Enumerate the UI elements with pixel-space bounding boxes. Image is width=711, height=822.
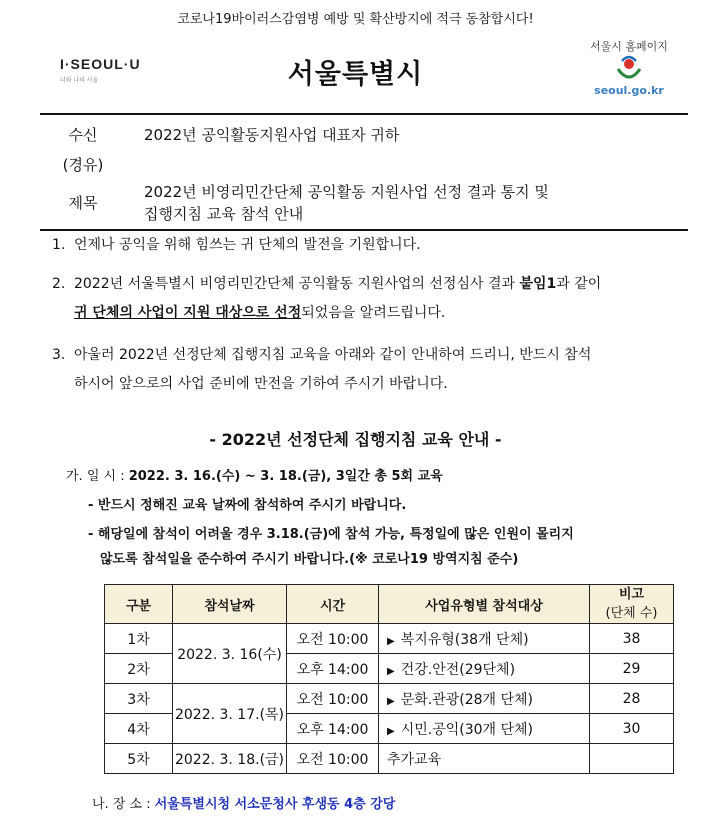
header-top-divider <box>40 113 688 115</box>
row-time: 오전 10:00 <box>287 684 379 714</box>
subject-row <box>48 181 688 227</box>
note-1: - 반드시 정해진 교육 날짜에 참석하여 주시기 바랍니다. <box>88 498 407 513</box>
header-remark <box>590 585 674 624</box>
homepage-url[interactable]: seoul.go.kr <box>594 84 664 97</box>
remark-header-title: 비고 <box>618 587 645 602</box>
row-count: 38 <box>590 624 674 654</box>
section-title: - 2022년 선정단체 집행지침 교육 안내 - <box>209 430 502 449</box>
row-time: 오전 10:00 <box>287 744 379 774</box>
page-title: 서울특별시 <box>287 59 424 90</box>
row-no: 3차 <box>105 684 173 714</box>
paragraph-3-text <box>74 341 688 399</box>
row-target <box>379 714 590 744</box>
bullet-icon: ▶ <box>387 665 395 677</box>
paragraph-1-number: 1. <box>52 237 66 253</box>
recipient-value: 2022년 공익활동지원사업 대표자 귀하 <box>144 126 400 144</box>
note-2-line-1: - 해당일에 참석이 어려울 경우 3.18.(금)에 참석 가능, 특정일에 많은 인원이 몰리지 <box>88 527 574 542</box>
recipient-row <box>48 124 688 146</box>
logo-subtext: 너와 나의 서울 <box>60 78 99 84</box>
table-row <box>105 744 674 774</box>
table-header-row <box>105 585 674 624</box>
note-2-line-2: 않도록 참석일을 준수하여 주시기 바랍니다.(※ 코로나19 방역지침 준수) <box>100 552 519 567</box>
row-count: 29 <box>590 654 674 684</box>
header-date: 참석날짜 <box>173 585 287 624</box>
place-value: 서울특별시청 서소문청사 후생동 4층 강당 <box>154 797 396 812</box>
schedule-table <box>104 584 674 774</box>
selection-highlight: 귀 단체의 사업이 지원 대상으로 선정 <box>74 305 302 321</box>
paragraph-2-part-e: 되었음을 알려드립니다. <box>301 305 446 321</box>
header-target: 사업유형별 참석대상 <box>379 585 590 624</box>
via-label: (경유) <box>62 156 104 174</box>
row-time: 오후 14:00 <box>287 654 379 684</box>
row-date: 2022. 3. 16(수) <box>173 624 287 684</box>
row-target-text: 시민.공익(30개 단체) <box>400 721 534 738</box>
subject-line-1: 2022년 비영리민간단체 공익활동 지원사업 선정 결과 통지 및 <box>144 183 549 201</box>
place-line <box>92 795 692 815</box>
paragraph-1-text: 언제나 공익을 위해 힘쓰는 귀 단체의 발전을 기원합니다. <box>74 237 421 253</box>
paragraph-2-part-c: 과 같이 <box>556 276 602 292</box>
row-target-text: 문화.관광(28개 단체) <box>400 691 534 708</box>
row-no: 2차 <box>105 654 173 684</box>
paragraph-2-part-a: 2022년 서울특별시 비영리민간단체 공익활동 지원사업의 선정심사 결과 <box>74 276 520 292</box>
row-date: 2022. 3. 17.(목) <box>173 684 287 744</box>
paragraph-3 <box>52 341 688 399</box>
remark-header-sub: (단체 수) <box>605 606 658 621</box>
bullet-icon: ▶ <box>387 695 395 707</box>
row-no: 1차 <box>105 624 173 654</box>
row-target: 추가교육 <box>379 744 590 774</box>
row-target <box>379 684 590 714</box>
row-no: 5차 <box>105 744 173 774</box>
bullet-icon: ▶ <box>387 635 395 647</box>
slogan: 코로나19바이러스감염병 예방 및 확산방지에 적극 동참합시다! <box>177 12 534 27</box>
row-target-text: 복지유형(38개 단체) <box>400 631 529 648</box>
seoul-symbol-icon <box>612 55 646 83</box>
paragraph-1 <box>52 231 688 260</box>
row-target-text: 건강.안전(29단체) <box>400 661 516 678</box>
via-row <box>48 154 688 176</box>
logo-text: I·SEOUL·U <box>60 56 141 72</box>
paragraph-2 <box>52 270 688 328</box>
subject-label: 제목 <box>68 194 98 212</box>
header-category: 구분 <box>105 585 173 624</box>
subject-line-2: 집행지침 교육 참석 안내 <box>144 205 304 223</box>
paragraph-3-number: 3. <box>52 347 66 363</box>
bullet-icon: ▶ <box>387 725 395 737</box>
row-count: 28 <box>590 684 674 714</box>
date-line <box>66 467 686 487</box>
row-count: 30 <box>590 714 674 744</box>
paragraph-2-number: 2. <box>52 276 66 292</box>
row-date: 2022. 3. 18.(금) <box>173 744 287 774</box>
row-target <box>379 654 590 684</box>
attachment-ref: 붙임1 <box>519 276 557 292</box>
header-time: 시간 <box>287 585 379 624</box>
row-count <box>590 744 674 774</box>
paragraph-3-line-2: 하시어 앞으로의 사업 준비에 만전을 기하여 주시기 바랍니다. <box>74 376 448 392</box>
row-no: 4차 <box>105 714 173 744</box>
row-target <box>379 624 590 654</box>
paragraph-3-line-1: 아울러 2022년 선정단체 집행지침 교육을 아래와 같이 안내하여 드리니, 반드시 참석 <box>74 347 592 363</box>
date-label: 가. 일 시 : <box>66 469 129 484</box>
recipient-label: 수신 <box>68 126 98 144</box>
row-time: 오후 14:00 <box>287 714 379 744</box>
row-time: 오전 10:00 <box>287 624 379 654</box>
place-label: 나. 장 소 : <box>92 797 155 812</box>
subject-value <box>144 181 664 225</box>
paragraph-2-text <box>74 270 688 328</box>
table-row <box>105 684 674 714</box>
table-row <box>105 624 674 654</box>
homepage-label: 서울시 홈페이지 <box>590 40 668 53</box>
date-value: 2022. 3. 16.(수) ~ 3. 18.(금), 3일간 총 5회 교육 <box>128 469 443 484</box>
